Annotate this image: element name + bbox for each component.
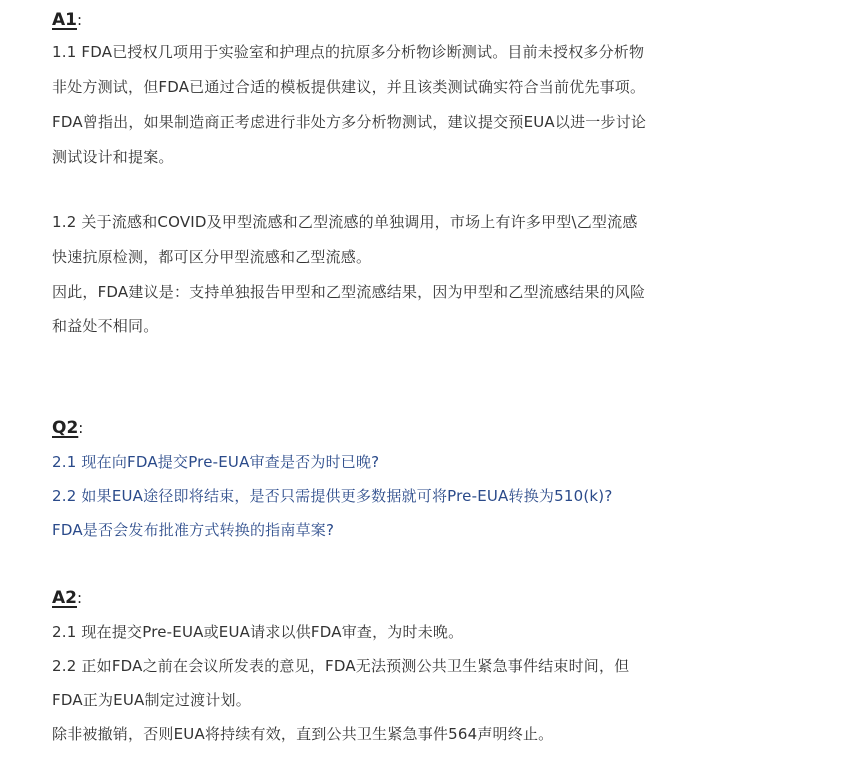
a2-heading-colon: :: [77, 589, 83, 607]
a2-answer-line: FDA正为EUA制定过渡计划。: [52, 691, 251, 709]
a1-paragraph-line: 1.1 FDA已授权几项用于实验室和护理点的抗原多分析物诊断测试。目前未授权多分析物: [52, 43, 645, 61]
a1-paragraph-line: 和益处不相同。: [52, 317, 159, 335]
q2-question-line: FDA是否会发布批准方式转换的指南草案?: [52, 521, 335, 539]
a2-answer-line: 2.1 现在提交Pre-EUA或EUA请求以供FDA审查，为时未晚。: [52, 623, 464, 641]
a2-answer-line: 2.2 正如FDA之前在会议所发表的意见，FDA无法预测公共卫生紧急事件结束时间，但: [52, 657, 630, 675]
a1-paragraph-line: 1.2 关于流感和COVID及甲型流感和乙型流感的单独调用，市场上有许多甲型\乙型流感: [52, 213, 638, 231]
a2-heading-label: A2: [52, 588, 77, 608]
a1-paragraph-line: 测试设计和提案。: [52, 148, 174, 166]
a1-paragraph-line: 快速抗原检测，都可区分甲型流感和乙型流感。: [52, 248, 372, 266]
a1-paragraph-line: 非处方测试，但FDA已通过合适的模板提供建议，并且该类测试确实符合当前优先事项。: [52, 78, 646, 96]
q2-question-line: 2.1 现在向FDA提交Pre-EUA审查是否为时已晚?: [52, 453, 380, 471]
q2-question-line: 2.2 如果EUA途径即将结束，是否只需提供更多数据就可将Pre-EUA转换为510(k)?: [52, 487, 613, 505]
a1-heading: [52, 8, 82, 32]
a2-answer-line: 除非被撤销，否则EUA将持续有效，直到公共卫生紧急事件564声明终止。: [52, 725, 554, 743]
a1-heading-colon: :: [77, 11, 83, 29]
a1-paragraph-line: FDA曾指出，如果制造商正考虑进行非处方多分析物测试，建议提交预EUA以进一步讨论: [52, 113, 647, 131]
q2-heading-colon: :: [78, 419, 84, 437]
a1-heading-label: A1: [52, 10, 77, 30]
a1-paragraph-line: 因此，FDA建议是：支持单独报告甲型和乙型流感结果，因为甲型和乙型流感结果的风险: [52, 283, 646, 301]
a2-heading: [52, 586, 82, 610]
q2-heading-label: Q2: [52, 418, 79, 438]
q2-heading: [52, 416, 83, 440]
